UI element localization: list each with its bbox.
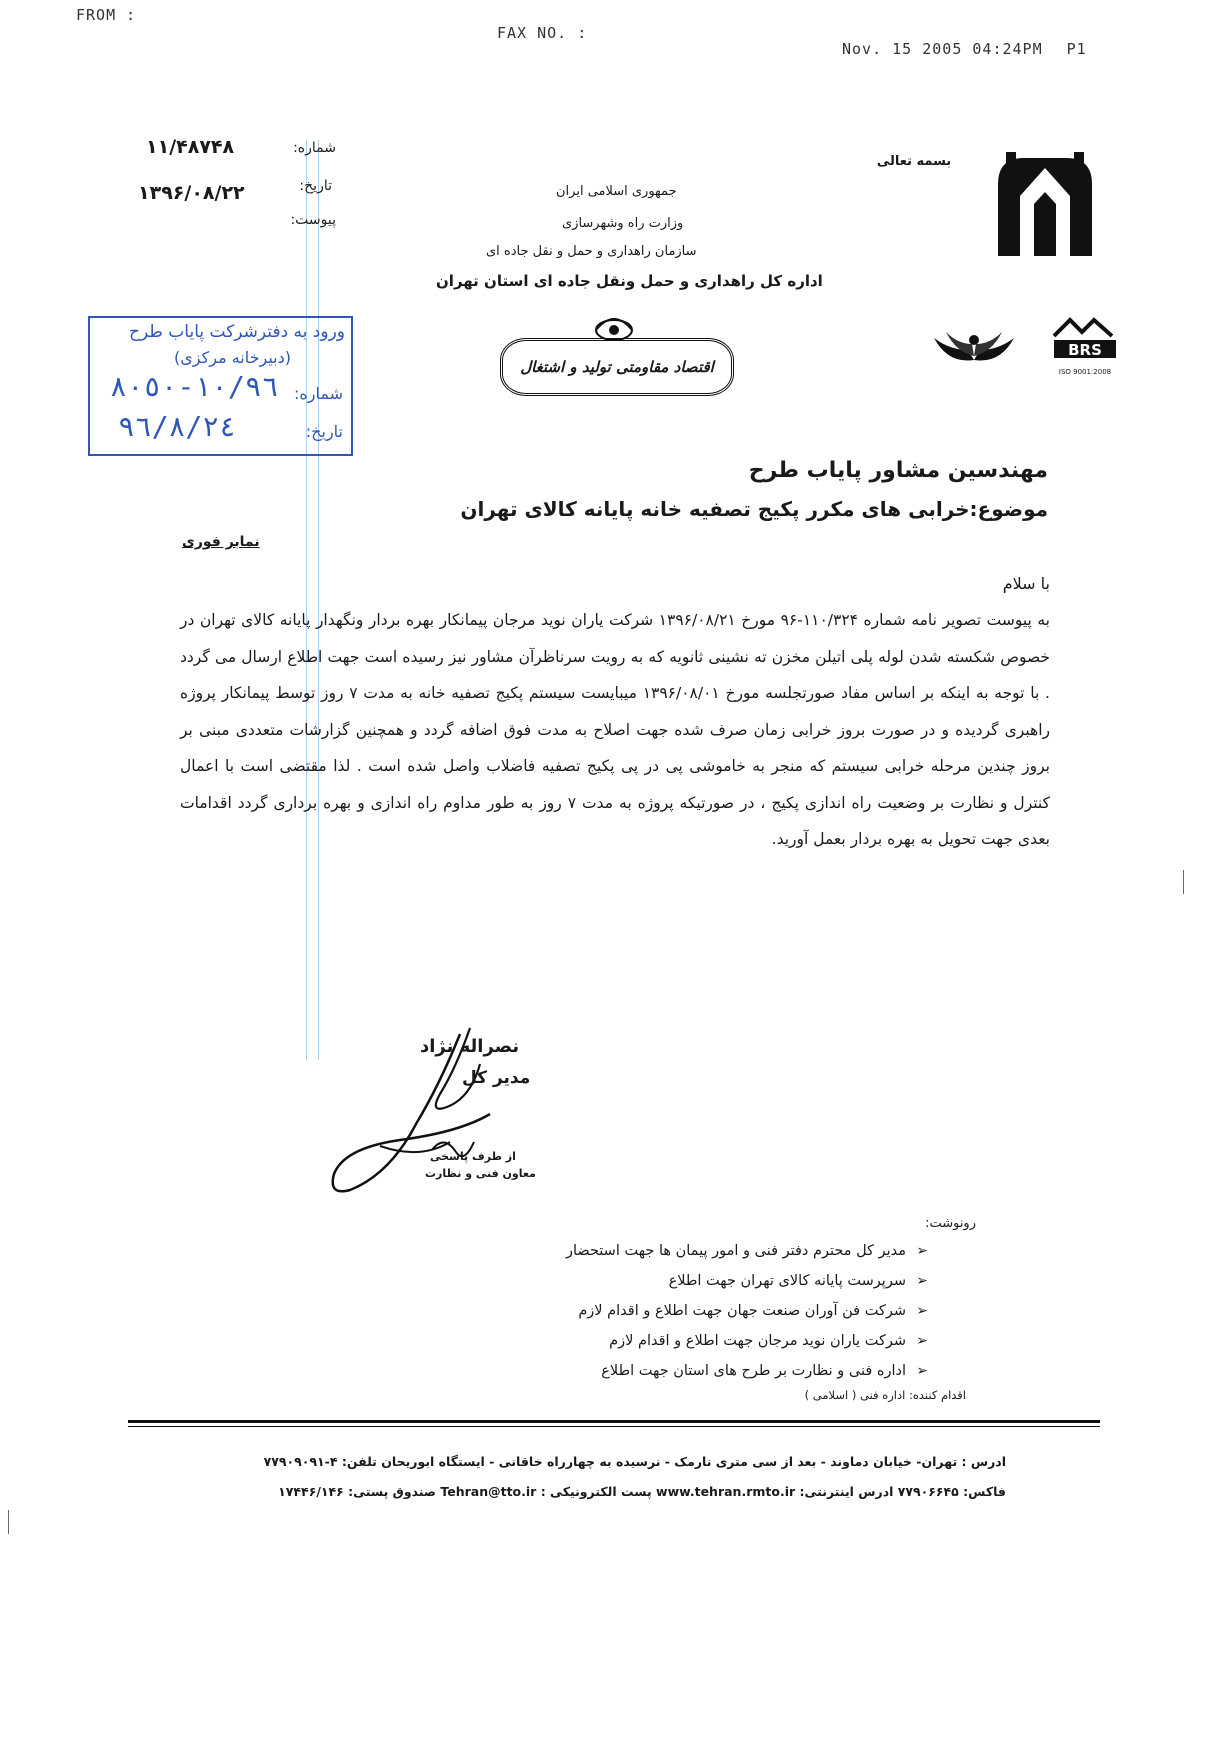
- brs-icon: [1050, 314, 1120, 362]
- stamp-date-label: تاریخ:: [305, 422, 343, 441]
- wing-emblem: [928, 320, 1020, 374]
- scan-mark: [1183, 870, 1184, 894]
- footer-address: ادرس : تهران- خیابان دماوند - بعد از سی متری نارمک - نرسیده به چهارراه خاقانی - ایستگاه ابوریحان تلفن: ۴-۷۷۹۰۹۰۹۱: [263, 1454, 1006, 1469]
- letter-body: به پیوست تصویر نامه شماره ۱۱۰/۳۲۴-۹۶ مورخ ۱۳۹۶/۰۸/۲۱ شرکت یاران نوید مرجان پیمانکار بهره بردار ونگهدار پایانه کالای تهران در خصوص شکسته شدن لوله پلی اتیلن مخزن ته نشینی ثانویه که به رویت سرناظرآن مشاور نیز رسیده است جهت اطلاع ارسال می گردد . با توجه به اینکه بر اساس مفاد صورتجلسه مورخ ۱۳۹۶/۰۸/۰۱ میبایست سیستم پکیج تصفیه خانه به مدت ۷ روز توسط پیمانکار پروژه راهبری گردیده و در صورت بروز خرابی زمان صرف شده جهت اصلاح به مدت فوق اضافه گردد و همچنین گزارشات متعددی مبنی بر بروز چندین مرحله خرابی سیستم که منجر به خاموشی پی در پی پکیج تصفیه فاضلاب واصل شده است . لذا مقتضی است با اعمال کنترل و نظارت بر وضعیت راه اندازی پکیج ، در صورتیکه پروژه به مدت ۷ روز به طور مداوم راه اندازی و بهره برداری گردد اقدامات بعدی جهت تحویل به بهره بردار بعمل آورید.: [180, 611, 1050, 848]
- organization-name: سازمان راهداری و حمل و نقل جاده ای: [486, 244, 697, 259]
- checkmark-bullet-icon: ➢: [916, 1273, 928, 1289]
- fax-number-label: FAX NO. :: [497, 24, 588, 42]
- receipt-stamp: [88, 316, 353, 456]
- ministry-name: وزارت راه وشهرسازی: [562, 216, 684, 231]
- checkmark-bullet-icon: ➢: [916, 1243, 928, 1259]
- scan-line: [306, 140, 307, 1060]
- letter-date: ۱۳۹۶/۰۸/۲۲: [138, 182, 245, 204]
- wing-icon: [928, 320, 1020, 374]
- attachment-label: پیوست:: [290, 212, 336, 228]
- checkmark-bullet-icon: ➢: [916, 1363, 928, 1379]
- department-name: اداره کل راهداری و حمل ونقل جاده ای استان تهران: [436, 272, 823, 290]
- footer-contact: فاکس: ۷۷۹۰۶۶۴۵ ادرس اینترنتی: www.tehran.rmto.ir پست الکترونیکی : Tehran@tto.ir صندوق پستی: ۱۷۴۴۶/۱۴۶: [278, 1484, 1006, 1499]
- cc-item: ➢اداره فنی و نظارت بر طرح های استان جهت اطلاع: [601, 1363, 928, 1379]
- footer-rule: [128, 1426, 1100, 1427]
- stamp-number-label: شماره:: [293, 384, 343, 403]
- svg-text:BRS: BRS: [1068, 341, 1102, 359]
- addressee: مهندسین مشاور پایاب طرح: [748, 458, 1048, 483]
- cc-item: ➢مدیر کل محترم دفتر فنی و امور پیمان ها جهت استحضار: [565, 1243, 928, 1259]
- letter-number-label: شماره:: [293, 140, 336, 156]
- letter-date-label: تاریخ:: [299, 178, 332, 194]
- signatory-deputy: معاون فنی و نظارت: [425, 1167, 536, 1180]
- checkmark-bullet-icon: ➢: [916, 1333, 928, 1349]
- letter-number: ۱۱/۴۸۷۴۸: [146, 136, 235, 158]
- cc-title: رونوشت:: [925, 1216, 976, 1231]
- iso-label: ISO 9001:2008: [1058, 368, 1112, 376]
- slogan-cartouche: [500, 338, 734, 396]
- slogan-text: اقتصاد مقاومتی تولید و اشتغال: [520, 358, 714, 376]
- cc-item: ➢شرکت یاران نوید مرجان جهت اطلاع و اقدام لازم: [609, 1333, 928, 1349]
- fax-page: P1: [1066, 40, 1087, 58]
- stamp-number: ١٠/٩٦-٨٠٥٠: [110, 370, 279, 403]
- stamp-title: ورود به دفترشرکت پایاب طرح: [129, 322, 345, 342]
- country-name: جمهوری اسلامی ایران: [556, 184, 677, 199]
- priority-label: نمابر فوری: [182, 534, 260, 550]
- besmeh: بسمه تعالی: [876, 154, 952, 169]
- signatory-on-behalf: از طرف پاسخی: [430, 1150, 516, 1163]
- subject-line: موضوع:خرابی های مکرر پکیج تصفیه خانه پایانه کالای تهران: [460, 497, 1048, 521]
- cc-item: ➢شرکت فن آوران صنعت جهان جهت اطلاع و اقدام لازم: [578, 1303, 928, 1319]
- stamp-subtitle: (دبیرخانه مرکزی): [174, 348, 291, 367]
- brs-iso-logo: [1050, 314, 1120, 380]
- scan-line: [318, 140, 319, 1060]
- action-by: اقدام کننده: اداره فنی ( اسلامی ): [804, 1388, 966, 1402]
- footer-rule: [128, 1420, 1100, 1423]
- scan-mark: [8, 1510, 9, 1534]
- checkmark-bullet-icon: ➢: [916, 1303, 928, 1319]
- ministry-logo: [990, 148, 1100, 266]
- signatory-title: مدیر کل: [462, 1068, 531, 1088]
- stamp-date: ٩٦/٨/٢٤: [118, 410, 237, 443]
- fax-from-label: FROM :: [76, 6, 137, 24]
- signatory-name: نصراله نژاد: [420, 1036, 520, 1057]
- fax-timestamp: [842, 40, 1087, 58]
- fax-datetime: Nov. 15 2005 04:24PM: [842, 40, 1043, 58]
- road-arrow-icon: [990, 148, 1100, 266]
- greeting: با سلام: [1002, 574, 1050, 593]
- cc-item: ➢سرپرست پایانه کالای تهران جهت اطلاع: [668, 1273, 928, 1289]
